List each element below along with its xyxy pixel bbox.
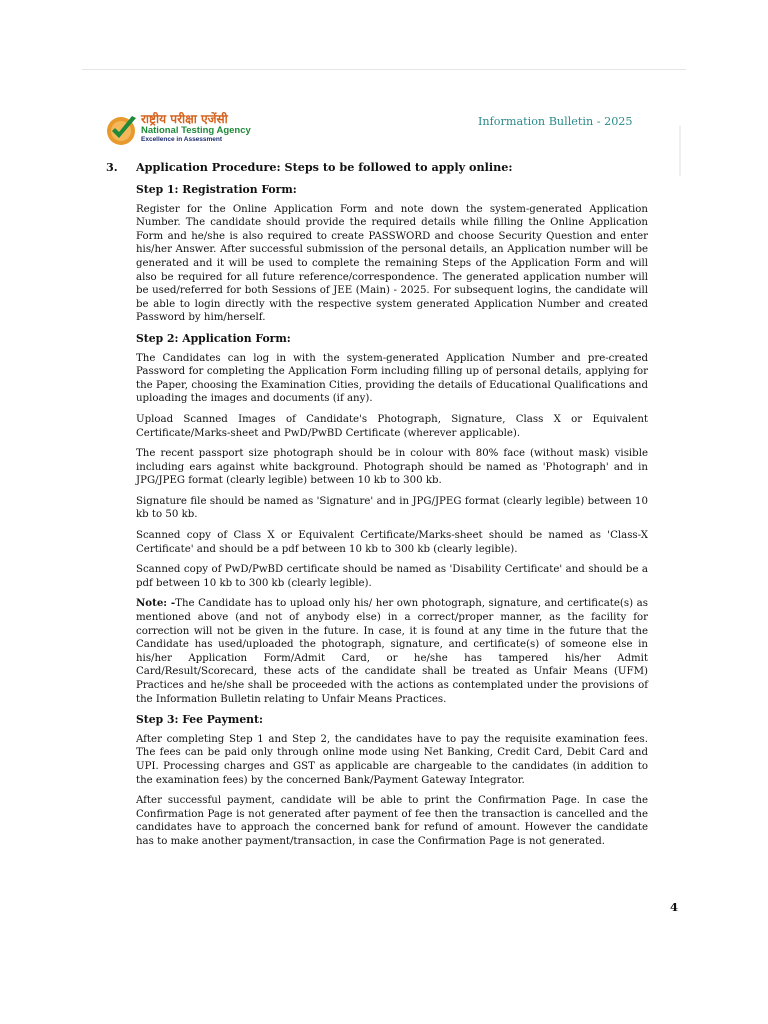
page-number: 4	[670, 900, 679, 914]
step1-paragraph: Register for the Online Application Form and note down the system-generated Application Number. The candidate should provide the required details while filling the Online Application Form and he/she is also required to create PASSWORD and choose Security Question and enter his/her Answer. After successful submission of the personal details, an Application number will be generated and it will be used to complete the remaining Steps of the Application Form and will also be required for all future reference/correspondence. The generated application number will be used/referred for both Sessions of JEE (Main) - 2025. For subsequent logins, the candidate will be able to login directly with the respective system generated Application Number and created Password by him/herself.	[136, 203, 648, 324]
nta-logo	[105, 112, 255, 148]
note-label: Note: -	[136, 597, 176, 610]
note-text: The Candidate has to upload only his/ her own photograph, signature, and certificate(s) as mentioned above (and not of anybody else) in a correct/proper manner, as the facility for correction will not be given in the future. In case, it is found at any time in the future that the Candidate has used/uploaded the photograph, signature, and certificate(s) of someone else in his/her Application Form/Admit Card, or he/she has tampered his/her Admit Card/Result/Scorecard, these acts of the candidate shall be treated as Unfair Means (UFM) Practices and he/she shall be proceeded with the actions as contemplated under the provisions of the Information Bulletin relating to Unfair Means Practices.	[136, 598, 648, 705]
logo-hindi: राष्ट्रीय परीक्षा एजेंसी	[141, 112, 228, 126]
bulletin-title: Information Bulletin - 2025	[478, 115, 633, 128]
logo-name: National Testing Agency	[141, 125, 251, 136]
step1-heading: Step 1: Registration Form:	[136, 183, 297, 196]
step2-paragraph-2: Upload Scanned Images of Candidate's Photograph, Signature, Class X or Equivalent Certificate/Marks-sheet and PwD/PwBD Certificate (wherever applicable).	[136, 413, 648, 439]
step2-paragraph-3: The recent passport size photograph should be in colour with 80% face (without mask) visible including ears against white background. Photograph should be named as 'Photograph' and in JPG/JPEG format (clearly legible) between 10 kb to 300 kb.	[136, 448, 648, 487]
step2-paragraph-5: Scanned copy of Class X or Equivalent Certificate/Marks-sheet should be named as 'Class-X Certificate' and should be a pdf between 10 kb to 300 kb (clearly legible).	[136, 530, 648, 555]
section-number: 3.	[106, 160, 118, 174]
step2-note	[136, 597, 648, 706]
logo-tagline: Excellence in Assessment	[141, 136, 223, 143]
step3-heading: Step 3: Fee Payment:	[136, 713, 264, 727]
step2-paragraph-1: The Candidates can log in with the system-generated Application Number and pre-created Password for completing the Application Form including filling up of personal details, applying for the Paper, choosing the Examination Cities, providing the details of Educational Qualifications and uploading the images and documents (if any).	[136, 352, 648, 405]
section-heading	[106, 160, 512, 174]
step3-paragraph-2: After successful payment, candidate will be able to print the Confirmation Page. In case the Confirmation Page is not generated after payment of fee then the transaction is cancelled and the candidates have to approach the concerned bank for refund of amount. However the candidate has to make another payment/transaction, in case the Confirmation Page is not generated.	[136, 795, 648, 847]
side-mark	[679, 126, 681, 176]
section-title: Application Procedure: Steps to be followed to apply online:	[136, 160, 513, 174]
step3-paragraph-1: After completing Step 1 and Step 2, the candidates have to pay the requisite examination fees. The fees can be paid only through online mode using Net Banking, Credit Card, Debit Card and UPI. Processing charges and GST as applicable are chargeable to the candidates (in addition to the examination fees) by the concerned Bank/Payment Gateway Integrator.	[136, 733, 648, 786]
nta-check-icon	[105, 114, 139, 146]
top-rule	[82, 69, 686, 70]
document-body	[136, 183, 648, 856]
step2-heading: Step 2: Application Form:	[136, 331, 291, 345]
step2-paragraph-4: Signature file should be named as 'Signature' and in JPG/JPEG format (clearly legible) between 10 kb to 50 kb.	[136, 495, 648, 521]
logo-text	[141, 112, 251, 144]
step2-paragraph-6: Scanned copy of PwD/PwBD certificate should be named as 'Disability Certificate' and should be a pdf between 10 kb to 300 kb (clearly legible).	[136, 564, 648, 589]
